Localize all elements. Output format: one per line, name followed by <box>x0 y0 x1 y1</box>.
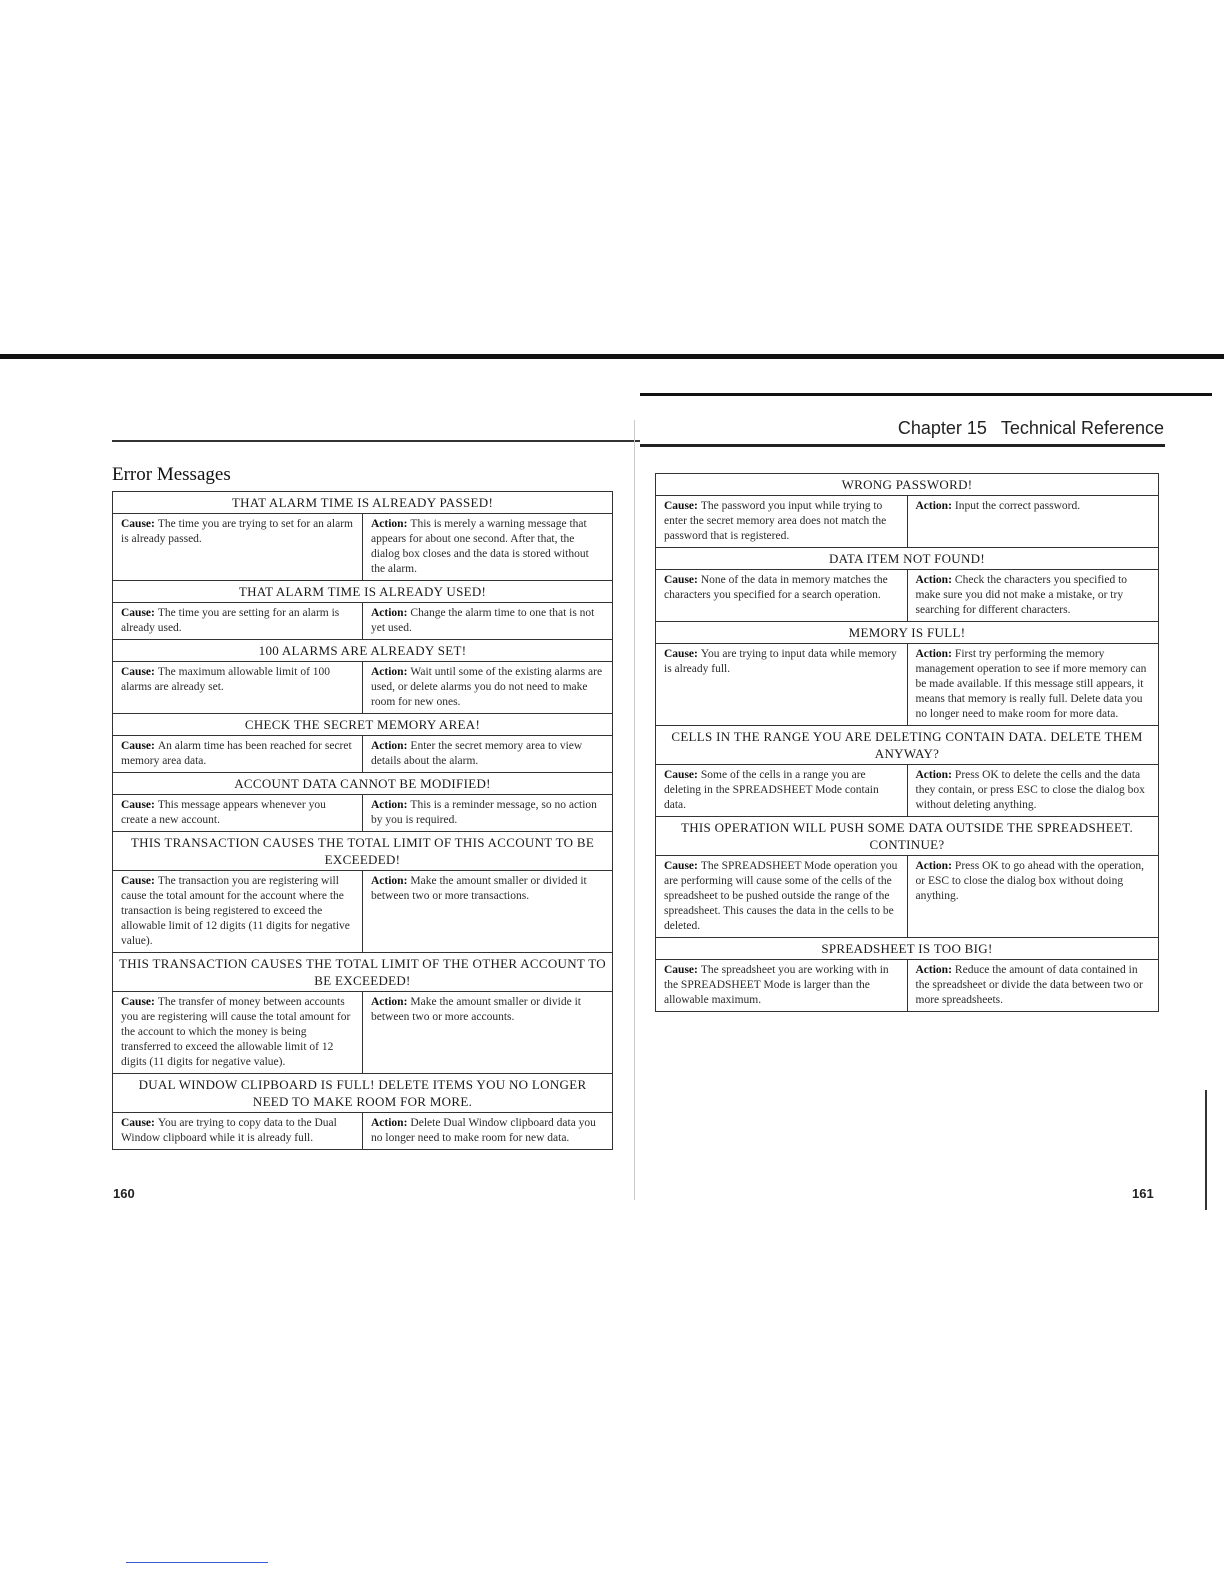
error-entry <box>655 725 1159 816</box>
cause-text: The maximum allowable limit of 100 alarms are already set. <box>121 666 331 693</box>
cause-text: You are trying to input data while memory is already full. <box>664 648 897 675</box>
left-error-table <box>112 491 613 1150</box>
error-entry <box>655 547 1159 621</box>
error-title: THAT ALARM TIME IS ALREADY PASSED! <box>113 492 612 514</box>
action-text: This is a reminder message, so no action by you is required. <box>371 799 597 826</box>
action-text: Make the amount smaller or divide it between two or more accounts. <box>371 996 581 1023</box>
section-title: Error Messages <box>112 464 231 485</box>
top-rule-right <box>640 393 1212 396</box>
cause-label: Cause: <box>664 500 698 512</box>
cause-label: Cause: <box>121 875 155 887</box>
action-label: Action: <box>371 799 408 811</box>
cause-cell <box>113 871 363 952</box>
right-error-table <box>655 473 1159 1012</box>
cause-cell <box>113 1113 363 1149</box>
action-text: Enter the secret memory area to view details about the alarm. <box>371 740 583 767</box>
chapter-title: Technical Reference <box>1000 418 1164 438</box>
chapter-header <box>884 418 1164 439</box>
action-label: Action: <box>371 875 408 887</box>
error-body <box>113 871 612 952</box>
action-cell <box>908 570 1159 621</box>
page-number-left: 160 <box>113 1186 135 1201</box>
cause-text: Some of the cells in a range you are deleting in the SPREADSHEET Mode contain data. <box>664 769 879 811</box>
cause-label: Cause: <box>121 799 155 811</box>
action-text: Make the amount smaller or divided it between two or more transactions. <box>371 875 587 902</box>
error-entry <box>112 491 613 580</box>
action-label: Action: <box>915 964 952 976</box>
header-rule-right <box>640 444 1165 447</box>
action-cell <box>363 514 612 580</box>
action-text: Check the characters you specified to make sure you did not make a mistake, or try searching for different characters. <box>915 574 1128 616</box>
cause-cell <box>113 514 363 580</box>
action-cell <box>908 856 1159 937</box>
action-cell <box>363 603 612 639</box>
cause-label: Cause: <box>664 860 698 872</box>
action-text: Wait until some of the existing alarms are used, or delete alarms you do not need to make room for new ones. <box>371 666 603 708</box>
cause-cell <box>656 496 908 547</box>
error-body <box>113 514 612 580</box>
error-title: WRONG PASSWORD! <box>656 474 1158 496</box>
action-cell <box>908 960 1159 1011</box>
cause-label: Cause: <box>121 1117 155 1129</box>
cause-text: The time you are setting for an alarm is already used. <box>121 607 340 634</box>
action-label: Action: <box>371 996 408 1008</box>
error-title: DUAL WINDOW CLIPBOARD IS FULL! DELETE ITEMS YOU NO LONGER NEED TO MAKE ROOM FOR MORE. <box>113 1074 612 1113</box>
error-body <box>656 570 1158 621</box>
error-entry <box>112 639 613 713</box>
action-cell <box>363 871 612 952</box>
cause-cell <box>656 765 908 816</box>
error-body <box>656 960 1158 1011</box>
edge-mark <box>1205 1090 1207 1210</box>
cause-cell <box>113 662 363 713</box>
cause-cell <box>656 856 908 937</box>
cause-text: The time you are trying to set for an alarm is already passed. <box>121 518 353 545</box>
cause-label: Cause: <box>121 666 155 678</box>
chapter-number: Chapter 15 <box>897 418 987 438</box>
action-text: Change the alarm time to one that is not yet used. <box>371 607 595 634</box>
error-entry <box>112 952 613 1073</box>
cause-text: The password you input while trying to enter the secret memory area does not match the password that is registered. <box>664 500 887 542</box>
error-body <box>113 662 612 713</box>
error-title: ACCOUNT DATA CANNOT BE MODIFIED! <box>113 773 612 795</box>
cause-cell <box>113 736 363 772</box>
error-title: MEMORY IS FULL! <box>656 622 1158 644</box>
action-text: Reduce the amount of data contained in the spreadsheet or divide the data between two or more spreadsheets. <box>915 964 1143 1006</box>
error-entry <box>655 937 1159 1012</box>
error-body <box>656 496 1158 547</box>
cause-text: An alarm time has been reached for secret memory area data. <box>121 740 352 767</box>
action-label: Action: <box>371 1117 408 1129</box>
action-cell <box>363 736 612 772</box>
cause-cell <box>656 644 908 725</box>
error-body <box>656 856 1158 937</box>
action-label: Action: <box>915 574 952 586</box>
cause-text: The spreadsheet you are working with in the SPREADSHEET Mode is larger than the allowable maximum. <box>664 964 889 1006</box>
error-title: SPREADSHEET IS TOO BIG! <box>656 938 1158 960</box>
error-title: CHECK THE SECRET MEMORY AREA! <box>113 714 612 736</box>
action-text: Input the correct password. <box>954 500 1081 512</box>
error-title: THIS OPERATION WILL PUSH SOME DATA OUTSIDE THE SPREADSHEET. CONTINUE? <box>656 817 1158 856</box>
cause-text: The transaction you are registering will cause the total amount for the account where the transaction is being registered to exceed the allowable limit of 12 digits (11 digits for negative value). <box>121 875 350 947</box>
action-text: This is merely a warning message that appears for about one second. After that, the dialog box closes and the data is stored without the alarm. <box>371 518 589 575</box>
action-text: Delete Dual Window clipboard data you no longer need to make room for new data. <box>371 1117 596 1144</box>
action-cell <box>908 496 1159 547</box>
action-label: Action: <box>915 860 952 872</box>
page-number-right: 161 <box>1132 1186 1154 1201</box>
error-body <box>113 795 612 831</box>
action-cell <box>363 992 612 1073</box>
header-rule-left <box>112 440 640 442</box>
cause-label: Cause: <box>664 769 698 781</box>
cause-text: The transfer of money between accounts you are registering will cause the total amount for the account to which the money is being transferred to exceed the allowable limit of 12 digits (11 digits for negative value). <box>121 996 351 1068</box>
error-title: THAT ALARM TIME IS ALREADY USED! <box>113 581 612 603</box>
cause-label: Cause: <box>121 740 155 752</box>
action-label: Action: <box>371 666 408 678</box>
error-body <box>656 644 1158 725</box>
cause-text: This message appears whenever you create a new account. <box>121 799 326 826</box>
error-title: CELLS IN THE RANGE YOU ARE DELETING CONTAIN DATA. DELETE THEM ANYWAY? <box>656 726 1158 765</box>
cause-label: Cause: <box>664 574 698 586</box>
action-label: Action: <box>371 607 408 619</box>
action-cell <box>908 765 1159 816</box>
error-entry <box>655 473 1159 547</box>
action-cell <box>363 795 612 831</box>
cause-cell <box>113 795 363 831</box>
page-spine <box>634 420 635 1200</box>
error-body <box>113 992 612 1073</box>
error-body <box>113 603 612 639</box>
error-entry <box>112 831 613 952</box>
error-body <box>113 736 612 772</box>
action-cell <box>363 1113 612 1149</box>
cause-text: The SPREADSHEET Mode operation you are performing will cause some of the cells of the spreadsheet to be pushed outside the range of the spreadsheet. This causes the data in the cells to be deleted. <box>664 860 898 932</box>
action-text: First try performing the memory management operation to see if more memory can be made available. If this message still appears, it means that memory is really full. Delete data you no longer need to make room for more data. <box>915 648 1147 720</box>
error-body <box>656 765 1158 816</box>
cause-cell <box>656 570 908 621</box>
error-title: DATA ITEM NOT FOUND! <box>656 548 1158 570</box>
error-entry <box>112 580 613 639</box>
action-label: Action: <box>371 518 408 530</box>
error-body <box>113 1113 612 1149</box>
cause-cell <box>656 960 908 1011</box>
action-label: Action: <box>915 500 952 512</box>
action-label: Action: <box>371 740 408 752</box>
cause-text: You are trying to copy data to the Dual Window clipboard while it is already full. <box>121 1117 337 1144</box>
action-cell <box>363 662 612 713</box>
cause-cell <box>113 992 363 1073</box>
action-text: Press OK to go ahead with the operation, or ESC to close the dialog box without doing anything. <box>915 860 1144 902</box>
error-entry <box>112 1073 613 1150</box>
error-title: THIS TRANSACTION CAUSES THE TOTAL LIMIT OF THE OTHER ACCOUNT TO BE EXCEEDED! <box>113 953 612 992</box>
action-label: Action: <box>915 769 952 781</box>
error-entry <box>112 772 613 831</box>
error-title: THIS TRANSACTION CAUSES THE TOTAL LIMIT OF THIS ACCOUNT TO BE EXCEEDED! <box>113 832 612 871</box>
cause-label: Cause: <box>121 518 155 530</box>
action-cell <box>908 644 1159 725</box>
error-entry <box>655 621 1159 725</box>
cause-label: Cause: <box>121 996 155 1008</box>
cause-label: Cause: <box>664 964 698 976</box>
error-title: 100 ALARMS ARE ALREADY SET! <box>113 640 612 662</box>
top-rule <box>0 354 1224 359</box>
cause-label: Cause: <box>664 648 698 660</box>
action-text: Press OK to delete the cells and the data they contain, or press ESC to close the dialog box without deleting anything. <box>915 769 1145 811</box>
cause-text: None of the data in memory matches the characters you specified for a search operation. <box>664 574 888 601</box>
bottom-link-line <box>126 1562 268 1563</box>
action-label: Action: <box>915 648 952 660</box>
cause-label: Cause: <box>121 607 155 619</box>
error-entry <box>655 816 1159 937</box>
error-entry <box>112 713 613 772</box>
cause-cell <box>113 603 363 639</box>
